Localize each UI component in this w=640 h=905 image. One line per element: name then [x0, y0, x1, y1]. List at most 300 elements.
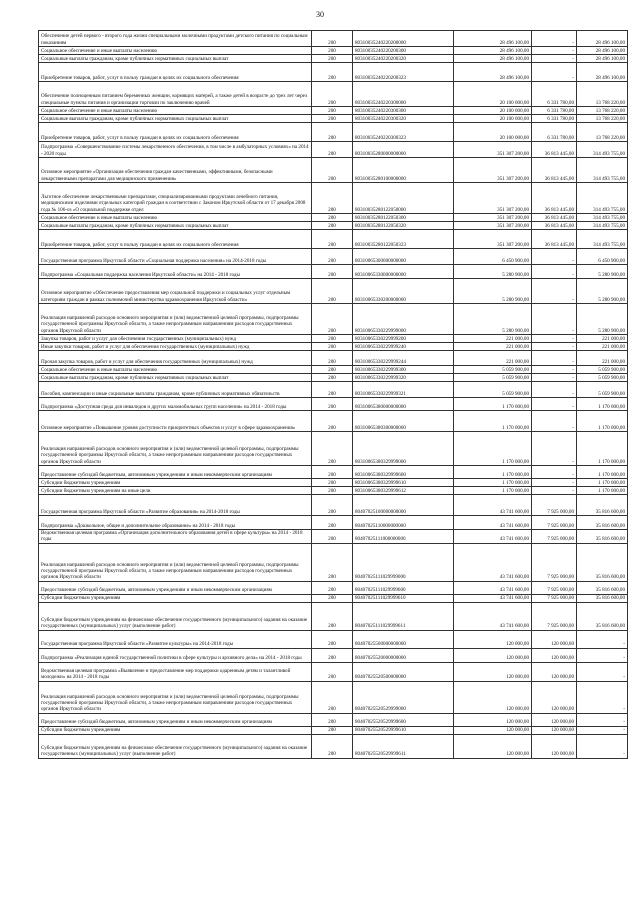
row-admin-code-cell: 200	[312, 158, 353, 183]
row-classification-code-cell: 80310065380329999612	[353, 487, 454, 495]
row-amount-cell: 5 280 900,00	[454, 265, 532, 279]
table-row	[39, 230, 628, 249]
row-name-cell: Социальное обеспечение и иные выплаты населению	[39, 366, 312, 374]
row-amount-cell: 351 307 200,00	[454, 230, 532, 249]
table-row	[39, 530, 628, 544]
row-name-cell: Субсидии бюджетным учреждениям	[39, 726, 312, 734]
row-change-cell: 36 813 445,00	[532, 158, 577, 183]
row-name-cell: Реализация направлений расходов основного мероприятия и (или) ведомственной целевой программы, подпрограммы государственной программы Иркутской области, а также непрограммным направлениям расходов государственных органов Иркутской области	[39, 304, 312, 335]
row-amount-cell: 5 280 900,00	[454, 279, 532, 304]
table-row	[39, 713, 628, 726]
row-amount-cell: 43 741 600,00	[454, 530, 532, 544]
row-name-cell: Субсидии бюджетным учреждениям на финансовое обеспечение государственного (муниципального) задания на оказание государственных (муниципальных) услуг (выполнение работ)	[39, 734, 312, 758]
row-name-cell: Социальное обеспечение и иные выплаты населению	[39, 107, 312, 115]
page-number: 30	[316, 10, 324, 19]
row-name-cell: Льготное обеспечение лекарственными препаратами, специализированными продуктами лечебного питания, медицинскими изделиями отдельных категорий граждан в соответствии с Законом Иркутской области от 17 декабря 2008 года № 106-оз «О социальной поддержке отдел	[39, 183, 312, 214]
row-admin-code-cell: 200	[312, 351, 353, 366]
row-change-cell: 120 000,00	[532, 713, 577, 726]
row-classification-code-cell: 80407025520529999000	[353, 681, 454, 713]
row-amount-cell: 351 307 200,00	[454, 142, 532, 158]
row-change-cell: -	[532, 47, 577, 55]
row-admin-code-cell: 200	[312, 466, 353, 479]
row-admin-code-cell: 200	[312, 214, 353, 222]
row-total-cell: 314 493 755,00	[577, 222, 628, 230]
row-amount-cell: 1 170 000,00	[454, 398, 532, 411]
row-admin-code-cell: 200	[312, 115, 353, 123]
row-name-cell: Субсидии бюджетным учреждениям	[39, 594, 312, 602]
row-admin-code-cell: 200	[312, 183, 353, 214]
table-row	[39, 398, 628, 411]
row-name-cell: Основное мероприятие «Обеспечение предоставления мер социальной поддержки и социальных услуг отдельным категориям граждан в рамках полномочий министерства здравоохранения Иркутской области»	[39, 279, 312, 304]
row-admin-code-cell: 200	[312, 594, 353, 602]
row-total-cell: 5 280 900,00	[577, 265, 628, 279]
row-amount-cell: 1 170 000,00	[454, 411, 532, 432]
row-total-cell: 13 768 220,00	[577, 82, 628, 107]
row-name-cell: Реализация направлений расходов основного мероприятия и (или) ведомственной целевой программы, подпрограммы государственной программы Иркутской области, а также непрограммным направлениям расходов государственных органов Иркутской области	[39, 543, 312, 581]
row-admin-code-cell: 200	[312, 63, 353, 82]
row-name-cell: Подпрограмма «Реализация единой государственной политики в сфере культуры и архивного дела» на 2014 - 2018 годы	[39, 648, 312, 662]
row-amount-cell: 43 741 600,00	[454, 543, 532, 581]
row-total-cell: 221 000,00	[577, 343, 628, 351]
table-row	[39, 411, 628, 432]
row-name-cell: Приобретение товаров, работ, услуг в пользу граждан в целях их социального обеспечения	[39, 230, 312, 249]
row-amount-cell: 43 741 600,00	[454, 516, 532, 530]
row-total-cell: 221 000,00	[577, 335, 628, 343]
table-row	[39, 432, 628, 466]
row-total-cell: 1 170 000,00	[577, 479, 628, 487]
row-admin-code-cell: 200	[312, 630, 353, 648]
row-total-cell: 5 059 900,00	[577, 366, 628, 374]
budget-table	[38, 30, 628, 759]
row-total-cell: 35 816 600,00	[577, 495, 628, 516]
row-classification-code-cell: 80310065330229999200	[353, 335, 454, 343]
row-change-cell: -	[532, 55, 577, 63]
table-row	[39, 31, 628, 47]
row-change-cell: -	[532, 487, 577, 495]
table-row	[39, 214, 628, 222]
row-classification-code-cell: 80310065380329999610	[353, 479, 454, 487]
table-row	[39, 581, 628, 594]
row-name-cell: Социальное обеспечение и иные выплаты населению	[39, 214, 312, 222]
row-amount-cell: 43 741 600,00	[454, 581, 532, 594]
row-classification-code-cell: 80310065380000000000	[353, 398, 454, 411]
table-row	[39, 516, 628, 530]
row-amount-cell: 28 496 100,00	[454, 31, 532, 47]
row-amount-cell: 20 100 000,00	[454, 115, 532, 123]
row-change-cell: -	[532, 374, 577, 382]
table-row	[39, 335, 628, 343]
row-classification-code-cell: 80310035280100000000	[353, 158, 454, 183]
row-change-cell: -	[532, 366, 577, 374]
table-row	[39, 158, 628, 183]
row-name-cell: Социальные выплаты гражданам, кроме публичных нормативных социальных выплат	[39, 55, 312, 63]
row-admin-code-cell: 200	[312, 662, 353, 681]
row-classification-code-cell: 80310065380300000000	[353, 411, 454, 432]
row-amount-cell: 221 000,00	[454, 351, 532, 366]
row-total-cell: 5 059 900,00	[577, 382, 628, 398]
row-total-cell: 35 816 600,00	[577, 516, 628, 530]
table-row	[39, 602, 628, 630]
table-row	[39, 115, 628, 123]
row-amount-cell: 351 307 200,00	[454, 214, 532, 222]
row-classification-code-cell: 80310065330229999240	[353, 343, 454, 351]
row-classification-code-cell: 80407025500000000000	[353, 630, 454, 648]
row-amount-cell: 20 100 000,00	[454, 82, 532, 107]
row-name-cell: Основное мероприятие «Организация обеспечения граждан качественными, эффективными, безопасными лекарственными препаратами для медицинского применения»	[39, 158, 312, 183]
table-row	[39, 466, 628, 479]
row-total-cell: 5 059 900,00	[577, 374, 628, 382]
row-classification-code-cell: 80407025111029999610	[353, 594, 454, 602]
row-admin-code-cell: 200	[312, 581, 353, 594]
row-name-cell: Государственная программа Иркутской области «Развитие культуры» на 2014-2018 годы	[39, 630, 312, 648]
row-change-cell: 120 000,00	[532, 648, 577, 662]
row-admin-code-cell: 200	[312, 398, 353, 411]
row-amount-cell: 221 000,00	[454, 335, 532, 343]
row-admin-code-cell: 200	[312, 530, 353, 544]
table-row	[39, 366, 628, 374]
table-row	[39, 279, 628, 304]
row-total-cell: 13 768 220,00	[577, 115, 628, 123]
row-name-cell: Субсидии бюджетным учреждениям на иные цели	[39, 487, 312, 495]
row-name-cell: Подпрограмма «Дошкольное, общее и дополнительное образование» на 2014 - 2018 годы	[39, 516, 312, 530]
row-amount-cell: 20 100 000,00	[454, 123, 532, 142]
row-change-cell: -	[532, 63, 577, 82]
row-name-cell: Субсидии бюджетным учреждениям на финансовое обеспечение государственного (муниципального) задания на оказание государственных (муниципальных) услуг (выполнение работ)	[39, 602, 312, 630]
row-amount-cell: 6 450 900,00	[454, 249, 532, 265]
row-name-cell: Государственная программа Иркутской области «Развитие образования» на 2014-2018 годы	[39, 495, 312, 516]
row-total-cell: 28 496 100,00	[577, 31, 628, 47]
row-total-cell: 35 816 600,00	[577, 594, 628, 602]
row-total-cell: 35 816 600,00	[577, 602, 628, 630]
row-name-cell: Закупка товаров, работ и услуг для обеспечения государственных (муниципальных) нужд	[39, 335, 312, 343]
row-name-cell: Субсидии бюджетным учреждениям	[39, 479, 312, 487]
row-classification-code-cell: 80310035240220200000	[353, 31, 454, 47]
row-amount-cell: 5 059 900,00	[454, 366, 532, 374]
row-amount-cell: 1 170 000,00	[454, 432, 532, 466]
row-classification-code-cell: 80310065330229999244	[353, 351, 454, 366]
row-admin-code-cell: 200	[312, 602, 353, 630]
row-change-cell: -	[532, 279, 577, 304]
row-change-cell: -	[532, 335, 577, 343]
table-row	[39, 55, 628, 63]
row-classification-code-cell: 80407025520000000000	[353, 648, 454, 662]
row-amount-cell: 28 496 100,00	[454, 55, 532, 63]
row-name-cell: Пособия, компенсации и иные социальные выплаты гражданам, кроме публичных нормативных обязательств	[39, 382, 312, 398]
row-change-cell: -	[532, 351, 577, 366]
row-change-cell: 7 925 000,00	[532, 543, 577, 581]
row-total-cell: 6 450 900,00	[577, 249, 628, 265]
row-total-cell: 314 493 755,00	[577, 230, 628, 249]
row-name-cell: Приобретение товаров, работ, услуг в пользу граждан в целях их социального обеспечения	[39, 123, 312, 142]
row-change-cell: 7 925 000,00	[532, 602, 577, 630]
row-name-cell: Ведомственная целевая программа «Выявление и предоставление мер поддержки одаренным детям и талантливой молодежи» на 2014 - 2018 годы	[39, 662, 312, 681]
row-admin-code-cell: 200	[312, 304, 353, 335]
row-name-cell: Основное мероприятие «Повышение уровня доступности приоритетных объектов и услуг в сфере здравоохранения»	[39, 411, 312, 432]
row-classification-code-cell: 80310035240220200323	[353, 63, 454, 82]
row-admin-code-cell: 200	[312, 648, 353, 662]
row-change-cell: -	[532, 466, 577, 479]
row-classification-code-cell: 80310035240220200320	[353, 55, 454, 63]
row-amount-cell: 120 000,00	[454, 681, 532, 713]
row-change-cell: 120 000,00	[532, 630, 577, 648]
row-name-cell: Предоставление субсидий бюджетным, автономным учреждениям и иным некоммерческим организациям	[39, 466, 312, 479]
row-amount-cell: 5 059 900,00	[454, 374, 532, 382]
table-row	[39, 249, 628, 265]
row-name-cell: Государственная программа Иркутской области «Социальная поддержка населения» на 2014-2018 годы	[39, 249, 312, 265]
row-amount-cell: 351 307 200,00	[454, 183, 532, 214]
row-classification-code-cell: 80310035280000000000	[353, 142, 454, 158]
row-name-cell: Подпрограмма «Социальная поддержка населения Иркутской области» на 2014 - 2018 годы	[39, 265, 312, 279]
row-total-cell: 13 768 220,00	[577, 123, 628, 142]
table-row	[39, 648, 628, 662]
row-total-cell: 221 000,00	[577, 351, 628, 366]
row-change-cell: -	[532, 31, 577, 47]
table-row	[39, 543, 628, 581]
row-classification-code-cell: 80310035240220300320	[353, 115, 454, 123]
row-change-cell: 6 331 780,00	[532, 115, 577, 123]
row-amount-cell: 5 280 900,00	[454, 304, 532, 335]
row-classification-code-cell: 80310065330000000000	[353, 265, 454, 279]
row-admin-code-cell: 200	[312, 265, 353, 279]
row-admin-code-cell: 200	[312, 495, 353, 516]
row-amount-cell: 28 496 100,00	[454, 63, 532, 82]
table-row	[39, 343, 628, 351]
table-row	[39, 495, 628, 516]
row-classification-code-cell: 80310035240220300300	[353, 107, 454, 115]
row-admin-code-cell: 200	[312, 713, 353, 726]
row-admin-code-cell: 200	[312, 230, 353, 249]
table-row	[39, 82, 628, 107]
row-change-cell: -	[532, 479, 577, 487]
row-classification-code-cell: 80407025111029999600	[353, 581, 454, 594]
row-admin-code-cell: 200	[312, 366, 353, 374]
row-classification-code-cell: 80407025520529999610	[353, 726, 454, 734]
row-name-cell: Социальные выплаты гражданам, кроме публичных нормативных социальных выплат	[39, 115, 312, 123]
table-row	[39, 662, 628, 681]
row-total-cell: -	[577, 662, 628, 681]
row-admin-code-cell: 200	[312, 55, 353, 63]
row-change-cell: -	[532, 265, 577, 279]
table-row	[39, 479, 628, 487]
row-total-cell: 35 816 600,00	[577, 543, 628, 581]
row-classification-code-cell: 80407025111029999611	[353, 602, 454, 630]
row-name-cell: Обеспечение детей первого - второго года жизни специальными молочными продуктами детского питания по социальным показаниям	[39, 31, 312, 47]
row-classification-code-cell: 80310035280122050300	[353, 214, 454, 222]
table-row	[39, 222, 628, 230]
table-row	[39, 681, 628, 713]
row-admin-code-cell: 200	[312, 479, 353, 487]
row-change-cell: 36 813 445,00	[532, 183, 577, 214]
row-amount-cell: 5 059 900,00	[454, 382, 532, 398]
row-change-cell: -	[532, 249, 577, 265]
row-admin-code-cell: 200	[312, 411, 353, 432]
row-classification-code-cell: 80310035240220200300	[353, 47, 454, 55]
row-change-cell: 36 813 445,00	[532, 230, 577, 249]
row-change-cell: 7 925 000,00	[532, 594, 577, 602]
row-admin-code-cell: 200	[312, 343, 353, 351]
row-classification-code-cell: 80407025111000000000	[353, 530, 454, 544]
row-admin-code-cell: 200	[312, 726, 353, 734]
row-change-cell: -	[532, 304, 577, 335]
row-amount-cell: 43 741 600,00	[454, 602, 532, 630]
table-row	[39, 374, 628, 382]
row-admin-code-cell: 200	[312, 249, 353, 265]
row-amount-cell: 28 496 100,00	[454, 47, 532, 55]
row-amount-cell: 221 000,00	[454, 343, 532, 351]
row-total-cell: -	[577, 734, 628, 758]
row-admin-code-cell: 200	[312, 279, 353, 304]
row-classification-code-cell: 80310035240220300323	[353, 123, 454, 142]
row-name-cell: Иные закупки товаров, работ и услуг для обеспечения государственных (муниципальных) нужд	[39, 343, 312, 351]
row-amount-cell: 120 000,00	[454, 713, 532, 726]
row-name-cell: Реализация направлений расходов основного мероприятия и (или) ведомственной целевой программы, подпрограммы государственной программы Иркутской области, а также непрограммным направлениям расходов государственных органов Иркутской области	[39, 681, 312, 713]
row-total-cell: 1 170 000,00	[577, 466, 628, 479]
table-row	[39, 107, 628, 115]
row-admin-code-cell: 200	[312, 31, 353, 47]
row-name-cell: Ведомственная целевая программа «Организация дополнительного образования детей в сфере культуры» на 2014 - 2018 годы	[39, 530, 312, 544]
row-change-cell: 7 925 000,00	[532, 530, 577, 544]
row-total-cell: 1 170 000,00	[577, 487, 628, 495]
row-change-cell: 36 813 445,00	[532, 214, 577, 222]
row-classification-code-cell: 80310065330229999300	[353, 366, 454, 374]
row-change-cell: 120 000,00	[532, 726, 577, 734]
table-row	[39, 726, 628, 734]
row-classification-code-cell: 80310065380329999000	[353, 432, 454, 466]
row-admin-code-cell: 200	[312, 543, 353, 581]
row-admin-code-cell: 200	[312, 222, 353, 230]
row-classification-code-cell: 80310065380329999600	[353, 466, 454, 479]
table-row	[39, 142, 628, 158]
table-row	[39, 265, 628, 279]
row-classification-code-cell: 80310065330229999320	[353, 374, 454, 382]
table-row	[39, 304, 628, 335]
row-total-cell: 28 496 100,00	[577, 55, 628, 63]
row-change-cell: -	[532, 411, 577, 432]
row-change-cell: 6 331 780,00	[532, 123, 577, 142]
row-classification-code-cell: 80310065330229999321	[353, 382, 454, 398]
row-total-cell: -	[577, 681, 628, 713]
row-total-cell: -	[577, 630, 628, 648]
table-row	[39, 487, 628, 495]
row-change-cell: 36 813 445,00	[532, 222, 577, 230]
table-row	[39, 47, 628, 55]
row-classification-code-cell: 80407025111029999000	[353, 543, 454, 581]
row-total-cell: 5 280 900,00	[577, 304, 628, 335]
row-total-cell: -	[577, 648, 628, 662]
row-amount-cell: 1 170 000,00	[454, 487, 532, 495]
row-admin-code-cell: 200	[312, 516, 353, 530]
row-total-cell: 28 496 100,00	[577, 63, 628, 82]
row-name-cell: Социальные выплаты гражданам, кроме публичных нормативных социальных выплат	[39, 374, 312, 382]
row-admin-code-cell: 200	[312, 681, 353, 713]
row-total-cell: 35 816 600,00	[577, 530, 628, 544]
row-classification-code-cell: 80407025520529999611	[353, 734, 454, 758]
row-amount-cell: 1 170 000,00	[454, 479, 532, 487]
row-classification-code-cell: 80407025100000000000	[353, 495, 454, 516]
row-total-cell: 28 496 100,00	[577, 47, 628, 55]
table-row	[39, 734, 628, 758]
row-amount-cell: 43 741 600,00	[454, 495, 532, 516]
row-name-cell: Социальные выплаты гражданам, кроме публичных нормативных социальных выплат	[39, 222, 312, 230]
table-row	[39, 123, 628, 142]
row-total-cell: 5 280 900,00	[577, 279, 628, 304]
row-admin-code-cell: 200	[312, 123, 353, 142]
row-name-cell: Обеспечение полноценным питанием беременных женщин, кормящих матерей, а также детей в возрасте до трех лет через специальные пункты питания и организации торговли по заключению врачей	[39, 82, 312, 107]
row-classification-code-cell: 80407025520529999600	[353, 713, 454, 726]
row-admin-code-cell: 200	[312, 432, 353, 466]
row-admin-code-cell: 200	[312, 107, 353, 115]
row-amount-cell: 120 000,00	[454, 648, 532, 662]
row-change-cell: 120 000,00	[532, 681, 577, 713]
table-row	[39, 351, 628, 366]
row-name-cell: Подпрограмма «Доступная среда для инвалидов и других маломобильных групп населения» на 2014 - 2018 годы	[39, 398, 312, 411]
row-amount-cell: 120 000,00	[454, 734, 532, 758]
row-admin-code-cell: 200	[312, 82, 353, 107]
row-total-cell: 314 493 755,00	[577, 158, 628, 183]
row-amount-cell: 1 170 000,00	[454, 466, 532, 479]
row-change-cell: 120 000,00	[532, 662, 577, 681]
row-amount-cell: 351 307 200,00	[454, 222, 532, 230]
row-change-cell: 7 925 000,00	[532, 516, 577, 530]
row-name-cell: Прочая закупка товаров, работ и услуг для обеспечения государственных (муниципальных) нужд	[39, 351, 312, 366]
table-row	[39, 183, 628, 214]
row-classification-code-cell: 80407025520500000000	[353, 662, 454, 681]
row-amount-cell: 351 307 200,00	[454, 158, 532, 183]
row-classification-code-cell: 80310035240220300000	[353, 82, 454, 107]
row-classification-code-cell: 80310065330200000000	[353, 279, 454, 304]
row-classification-code-cell: 80310035280122050323	[353, 230, 454, 249]
row-change-cell: 7 925 000,00	[532, 581, 577, 594]
row-change-cell: 36 813 445,00	[532, 142, 577, 158]
row-amount-cell: 43 741 600,00	[454, 594, 532, 602]
row-total-cell: 1 170 000,00	[577, 432, 628, 466]
row-amount-cell: 120 000,00	[454, 630, 532, 648]
row-total-cell: 35 816 600,00	[577, 581, 628, 594]
row-change-cell: -	[532, 432, 577, 466]
table-row	[39, 630, 628, 648]
row-total-cell: 314 493 755,00	[577, 214, 628, 222]
row-classification-code-cell: 80407025110000000000	[353, 516, 454, 530]
row-change-cell: 6 331 780,00	[532, 82, 577, 107]
row-admin-code-cell: 200	[312, 734, 353, 758]
row-classification-code-cell: 80310035280122050320	[353, 222, 454, 230]
row-name-cell: Предоставление субсидий бюджетным, автономным учреждениям и иным некоммерческим организациям	[39, 581, 312, 594]
row-admin-code-cell: 200	[312, 142, 353, 158]
row-classification-code-cell: 80310035280122050000	[353, 183, 454, 214]
row-admin-code-cell: 200	[312, 374, 353, 382]
row-change-cell: 7 925 000,00	[532, 495, 577, 516]
row-name-cell: Предоставление субсидий бюджетным, автономным учреждениям и иным некоммерческим организациям	[39, 713, 312, 726]
row-change-cell: 6 331 780,00	[532, 107, 577, 115]
table-row	[39, 63, 628, 82]
row-admin-code-cell: 200	[312, 487, 353, 495]
row-total-cell: 314 493 755,00	[577, 142, 628, 158]
row-name-cell: Социальное обеспечение и иные выплаты населению	[39, 47, 312, 55]
row-total-cell: -	[577, 713, 628, 726]
row-total-cell: 314 493 755,00	[577, 183, 628, 214]
row-admin-code-cell: 200	[312, 382, 353, 398]
table-row	[39, 382, 628, 398]
row-change-cell: -	[532, 343, 577, 351]
row-amount-cell: 120 000,00	[454, 726, 532, 734]
row-classification-code-cell: 80310065330229999000	[353, 304, 454, 335]
row-name-cell: Приобретение товаров, работ, услуг в пользу граждан в целях их социального обеспечения	[39, 63, 312, 82]
row-total-cell: 13 768 220,00	[577, 107, 628, 115]
row-change-cell: -	[532, 398, 577, 411]
row-amount-cell: 20 100 000,00	[454, 107, 532, 115]
row-admin-code-cell: 200	[312, 47, 353, 55]
row-name-cell: Подпрограмма «Совершенствование системы лекарственного обеспечения, в том числе в амбулаторных условиях» на 2014 - 2020 годы	[39, 142, 312, 158]
